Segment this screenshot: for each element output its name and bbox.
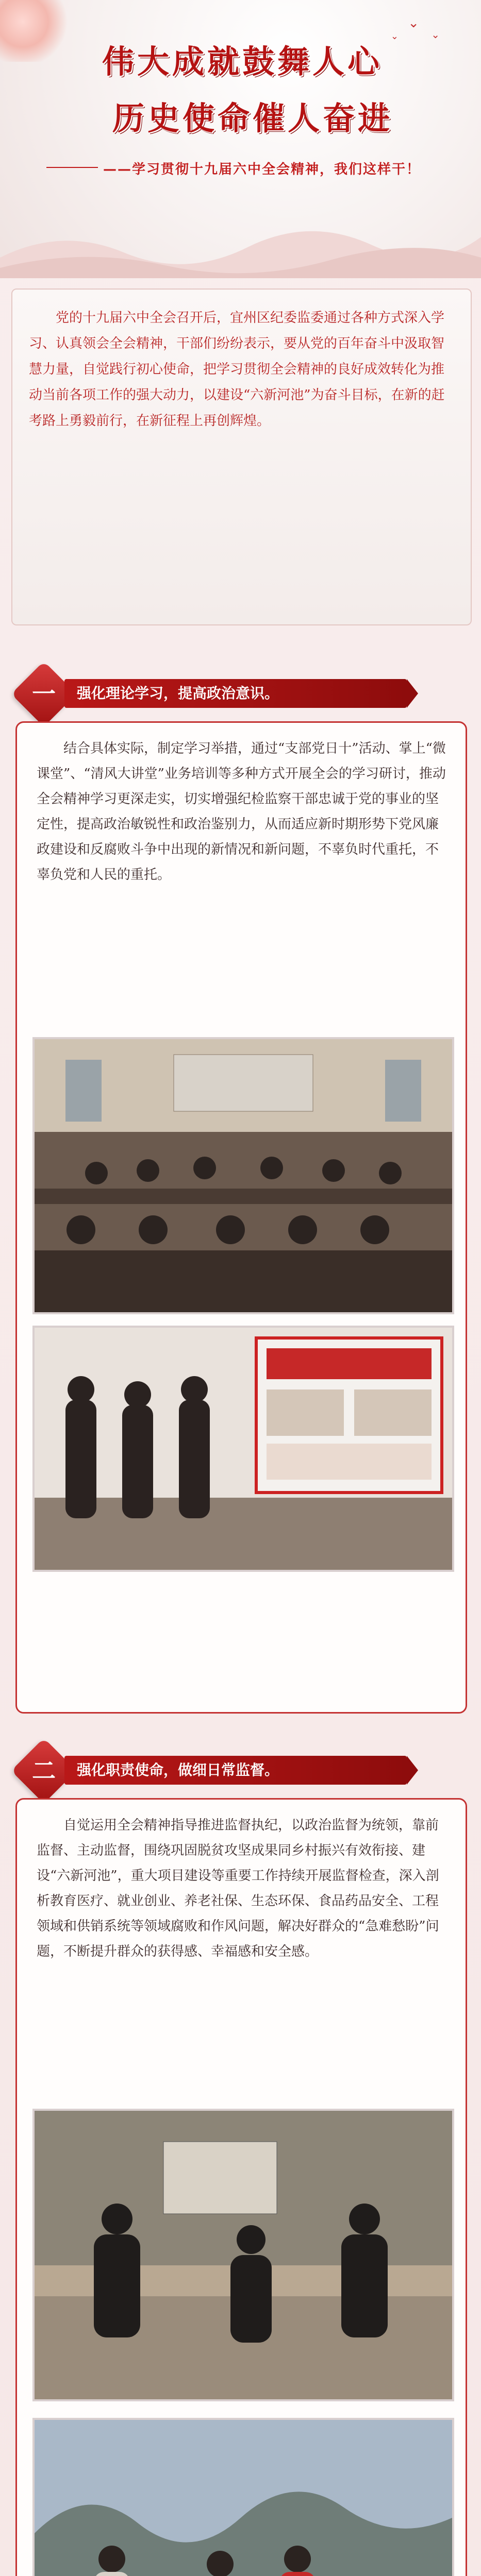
section-heading: 强化职责使命，做细日常监督。 [64,1756,407,1785]
meeting-photo [32,1037,454,1314]
village-visit-photo [32,2109,454,2401]
section-2-box [15,1798,467,2576]
section-number: 一 [32,680,56,708]
section-2-text: 自觉运用全会精神指导推进监督执纪，以政治监督为统领，靠前监督、主动监督，围绕巩固脱贫攻坚成果同乡村振兴有效衔接、建设“六新河池”，重大项目建设等重要工作持续开展监督检查，深入剖析教育医疗、就业创业、养老社保、生态环保、食品药品安全、工程领域和供销系统等领域腐败和作风问题，解决好群众的“急难愁盼”问题，不断提升群众的获得感、幸福感和安全感。 [37,1818,439,1959]
subtitle: ——学习贯彻十九届六中全会精神，我们这样干！ [103,159,433,178]
section-1-box [15,721,467,1714]
exhibit-photo [32,1326,454,1572]
bird-icon: ⌄ [390,31,399,42]
bird-icon: ⌄ [408,15,419,31]
section-heading: 强化理论学习，提高政治意识。 [64,679,407,708]
section-1-text: 结合具体实际，制定学习举措，通过“支部党日十”活动、掌上“微课堂”、“清风大讲堂”业务培训等多种方式开展全会的学习研讨，推动全会精神学习更深走实，切实增强纪检监察干部忠诚于党的事业的坚定性，提高政治敏锐性和政治鉴别力，从而适应新时期形势下党风廉政建设和反腐败斗争中出现的新情况和新问题，不辜负时代重托，不辜负党和人民的重托。 [37,741,446,883]
field-inspection-photo [32,2418,454,2576]
intro-text: 党的十九届六中全会召开后，宜州区纪委监委通过各种方式深入学习、认真领会全会精神，干部们纷纷表示，要从党的百年奋斗中汲取智慧力量，自觉践行初心使命，把学习贯彻全会精神的良好成效转化为推动当前各项工作的强大动力，以建设“六新河池”为奋斗目标，在新的赶考路上勇毅前行，在新征程上再创辉煌。 [29,310,445,429]
intro-panel [11,289,472,625]
header-banner [0,0,481,268]
section-1-header [15,670,464,716]
title-line-1: 伟大成就鼓舞人心 [102,43,383,80]
bird-icon: ⌄ [431,28,440,41]
section-number: 二 [32,1757,56,1785]
title-line-2: 历史使命催人奋进 [112,99,393,137]
hills-decoration [0,196,481,278]
section-2-header [15,1747,464,1793]
